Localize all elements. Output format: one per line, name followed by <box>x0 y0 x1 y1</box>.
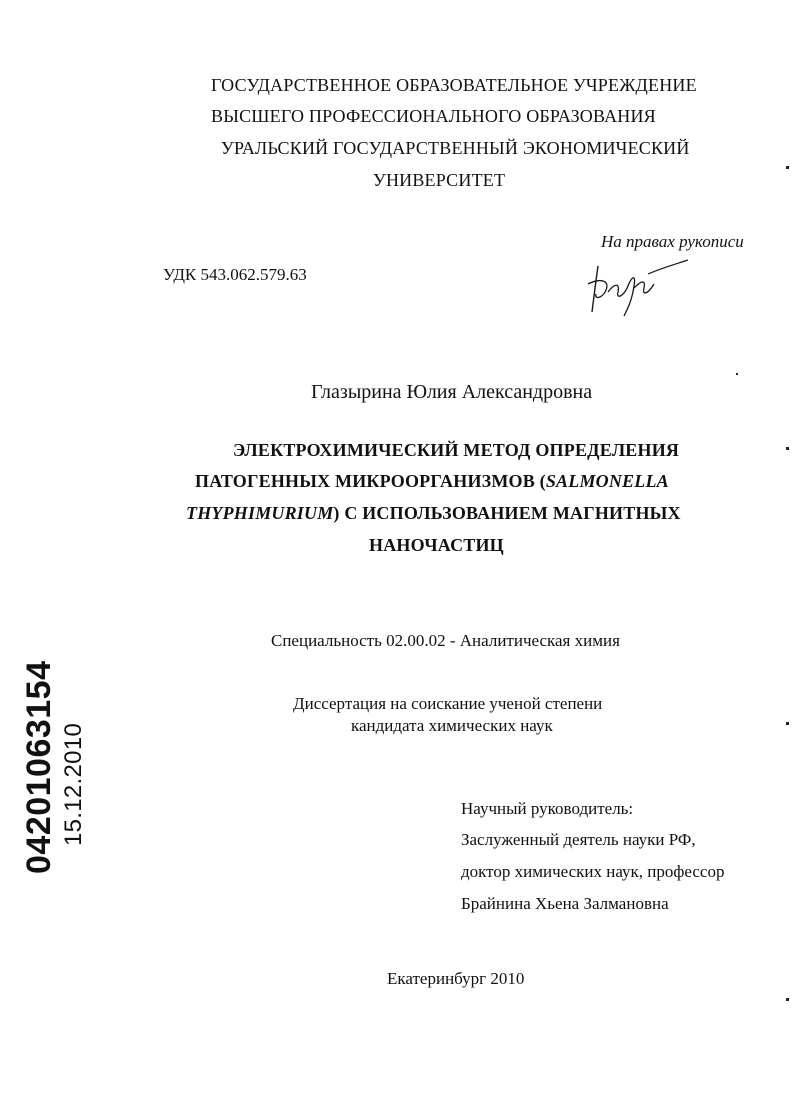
author-signature <box>584 256 694 320</box>
supervisor-name: Брайнина Хьена Залмановна <box>461 894 669 913</box>
supervisor-label: Научный руководитель: <box>461 799 634 818</box>
specialty: Специальность 02.00.02 - Аналитическая химия <box>271 631 620 650</box>
scan-mark <box>786 166 789 169</box>
institution-line-2: ВЫСШЕГО ПРОФЕССИОНАЛЬНОГО ОБРАЗОВАНИЯ <box>211 106 656 126</box>
library-stamp-number: 04201063154 <box>20 660 58 874</box>
title-line-2-start: ПАТОГЕННЫХ МИКРООРГАНИЗМОВ ( <box>195 471 546 491</box>
title-line-4: НАНОЧАСТИЦ <box>369 535 504 555</box>
dissertation-line-2: кандидата химических наук <box>351 716 553 735</box>
title-line-2 <box>195 471 669 492</box>
title-line-3-end: ) С ИСПОЛЬЗОВАНИЕМ МАГНИТНЫХ <box>333 503 681 523</box>
author-name: Глазырина Юлия Александровна <box>311 381 593 403</box>
scan-mark <box>786 998 789 1001</box>
title-line-2-italic: SALMONELLA <box>545 471 669 491</box>
supervisor-degree: доктор химических наук, профессор <box>461 862 725 881</box>
library-stamp-date: 15.12.2010 <box>60 722 87 846</box>
city-year: Екатеринбург 2010 <box>387 969 525 988</box>
title-line-3-italic: THYPHIMURIUM <box>186 503 334 523</box>
scan-mark <box>786 447 789 450</box>
dissertation-line-1: Диссертация на соискание ученой степени <box>293 694 603 713</box>
institution-line-1: ГОСУДАРСТВЕННОЕ ОБРАЗОВАТЕЛЬНОЕ УЧРЕЖДЕНИЕ <box>211 75 697 95</box>
institution-line-3: УРАЛЬСКИЙ ГОСУДАРСТВЕННЫЙ ЭКОНОМИЧЕСКИЙ <box>221 138 690 158</box>
supervisor-honor: Заслуженный деятель науки РФ, <box>461 830 696 849</box>
title-line-1: ЭЛЕКТРОХИМИЧЕСКИЙ МЕТОД ОПРЕДЕЛЕНИЯ <box>233 440 680 460</box>
manuscript-rights-note: На правах рукописи <box>601 232 744 251</box>
title-line-3 <box>186 503 681 524</box>
institution-line-4: УНИВЕРСИТЕТ <box>373 170 506 190</box>
udk-code: УДК 543.062.579.63 <box>163 265 307 284</box>
scan-mark <box>736 373 738 375</box>
scan-mark <box>786 722 789 725</box>
